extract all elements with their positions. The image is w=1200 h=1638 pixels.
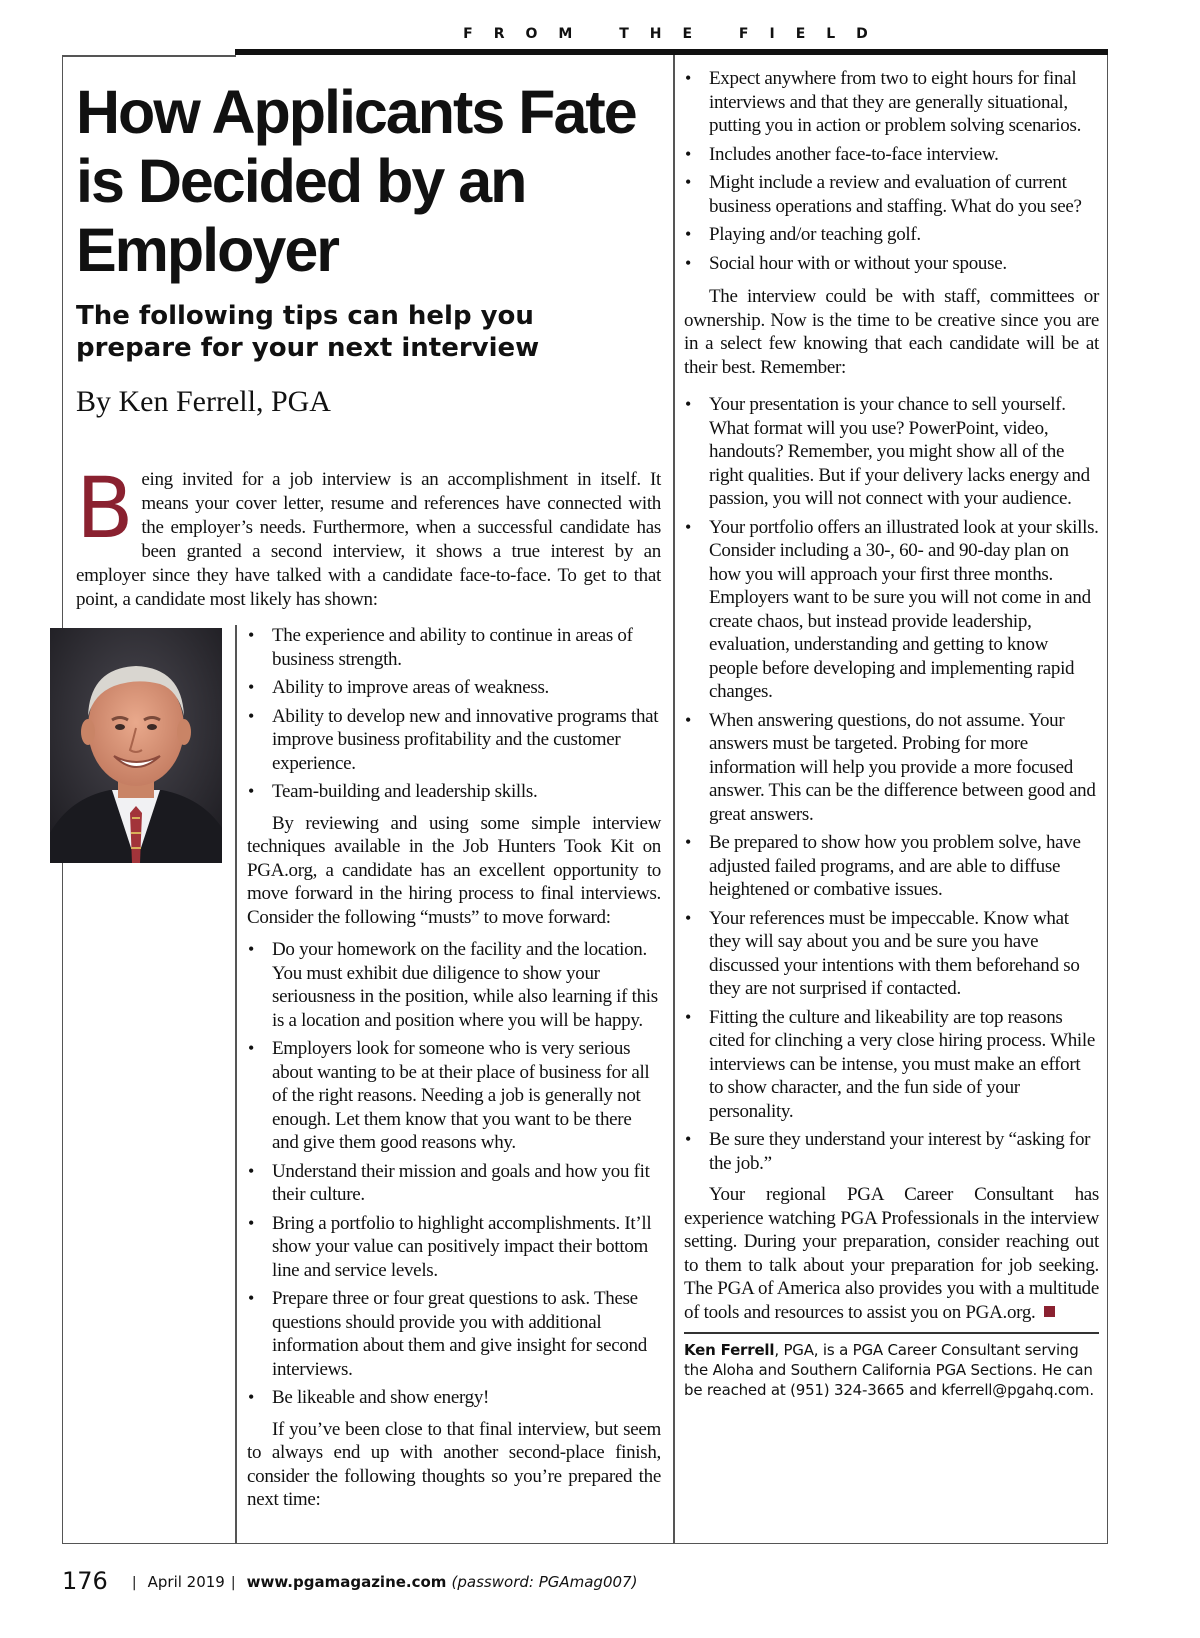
column-divider-left xyxy=(235,625,237,1544)
author-bio xyxy=(684,1340,1099,1400)
body-paragraph: The interview could be with staff, committees or ownership. Now is the time to be creative since you are in a select few knowing that each candidate will be at their best. Remember: xyxy=(684,286,1099,378)
list-item: • Prepare three or four great questions to ask. These questions should provide you with additional information about them and give insight for second interviews. xyxy=(247,1287,661,1381)
remember-list xyxy=(684,393,1099,1175)
page-number: 176 xyxy=(62,1567,108,1595)
list-item: • Playing and/or teaching golf. xyxy=(684,223,1099,247)
list-item: • Ability to develop new and innovative programs that improve business profitability and the customer experience. xyxy=(247,705,661,776)
list-item: • Social hour with or without your spouse. xyxy=(684,252,1099,276)
bio-name: Ken Ferrell xyxy=(684,1340,775,1359)
list-item: • The experience and ability to continue in areas of business strength. xyxy=(247,624,661,671)
middle-column xyxy=(247,624,661,1521)
list-item: • Your presentation is your chance to sell yourself. What format will you use? PowerPoint, video, handouts? Remember, you might show all of the right qualities. But if your delivery lacks energy and passion, you will not connect with your audience. xyxy=(684,393,1099,511)
list-item: • Expect anywhere from two to eight hours for final interviews and that they are generally situational, putting you in action or problem solving scenarios. xyxy=(684,67,1099,138)
list-item: • Be likeable and show energy! xyxy=(247,1386,661,1410)
body-paragraph: If you’ve been close to that final interview, but seem to always end up with another second-place finish, consider the following thoughts so you’re prepared the next time: xyxy=(247,1418,661,1510)
end-mark-icon xyxy=(1044,1306,1055,1317)
author-portrait-image xyxy=(50,628,222,863)
drop-cap: B xyxy=(76,459,134,557)
musts-list xyxy=(247,938,661,1410)
list-item: • Employers look for someone who is very serious about wanting to be at their place of business for all of the right reasons. Needing a job is generally not enough. Let them know that you want to be there and give them good reasons why. xyxy=(247,1037,661,1155)
article-subtitle: The following tips can help you prepare for your next interview xyxy=(76,301,540,363)
issue-date: April 2019 xyxy=(147,1573,225,1591)
article-title: How Applicants Fate is Decided by an Employer xyxy=(76,78,636,284)
website-link[interactable]: www.pgamagazine.com xyxy=(246,1573,447,1591)
intro-text: eing invited for a job interview is an accomplishment in itself. It means your cover letter, resume and references have connected with the employer’s needs. Furthermore, when a successful candidate has been granted a second interview, it shows a true interest by an employer since they have talked with a candidate face-to-face. To get to that point, a candidate most likely has shown: xyxy=(76,469,661,610)
bio-text: , PGA, is a PGA Career Consultant serving the Aloha and Southern California PGA Sections. He can be reached at (951) 324-3665 and kferrell@pgahq.com. xyxy=(684,1340,1094,1399)
list-item: • Fitting the culture and likeability are top reasons cited for clinching a very close hiring process. While interviews can be intense, you must make an effort to show character, and the fun side of your personality. xyxy=(684,1006,1099,1124)
list-item: • Be sure they understand your interest by “asking for the job.” xyxy=(684,1128,1099,1175)
list-item: • Ability to improve areas of weakness. xyxy=(247,676,661,700)
closing-text: Your regional PGA Career Consultant has experience watching PGA Professionals in the interview setting. During your preparation, consider reaching out to them to talk about your preparation for job seeking. The PGA of America also provides you with a multitude of tools and resources to assist you on PGA.org. xyxy=(684,1184,1099,1323)
right-column xyxy=(684,67,1099,1400)
closing-paragraph xyxy=(684,1183,1099,1324)
list-item: • Be prepared to show how you problem solve, have adjusted failed programs, and are able to diffuse heightened or combative issues. xyxy=(684,831,1099,902)
list-item: • Do your homework on the facility and the location. You must exhibit due diligence to show your seriousness in the position, while also learning if this is a location and position where you will be happy. xyxy=(247,938,661,1032)
password-note: (password: PGAmag007) xyxy=(451,1573,638,1591)
author-photo xyxy=(50,628,222,863)
list-item: • Understand their mission and goals and how you fit their culture. xyxy=(247,1160,661,1207)
bio-divider xyxy=(684,1332,1099,1334)
section-label: FROM THE FIELD xyxy=(463,26,889,42)
footer-separator: | xyxy=(131,1575,137,1591)
body-paragraph: By reviewing and using some simple interview techniques available in the Job Hunters Took Kit on PGA.org, a candidate has an excellent opportunity to move forward in the hiring process to final interviews. Consider the following “musts” to move forward: xyxy=(247,812,661,928)
list-item: • Your references must be impeccable. Know what they will say about you and be sure you have discussed your intentions with them beforehand so they are not surprised if contacted. xyxy=(684,907,1099,1001)
list-item: • Includes another face-to-face interview. xyxy=(684,143,1099,167)
frame-top-rule xyxy=(62,55,236,57)
list-item: • Your portfolio offers an illustrated look at your skills. Consider including a 30-, 60- and 90-day plan on how you will approach your first three months. Employers want to be sure you will not come in and create chaos, but instead provide leadership, evaluation, understanding and getting to know people before developing and implementing rapid changes. xyxy=(684,516,1099,704)
list-item: • Team-building and leadership skills. xyxy=(247,780,661,804)
intro-paragraph xyxy=(76,459,661,612)
list-item: • Might include a review and evaluation of current business operations and staffing. What do you see? xyxy=(684,171,1099,218)
list-item: • When answering questions, do not assume. Your answers must be targeted. Probing for more information will help you provide a more focused answer. This can be the difference between good and great answers. xyxy=(684,709,1099,827)
footer-separator: | xyxy=(230,1575,236,1591)
list-item: • Bring a portfolio to highlight accomplishments. It’ll show your value can positively impact their bottom line and service levels. xyxy=(247,1212,661,1283)
strengths-list xyxy=(247,624,661,804)
page-footer xyxy=(62,1567,637,1595)
final-interview-list xyxy=(684,67,1099,275)
column-divider-right xyxy=(673,55,675,1544)
byline: By Ken Ferrell, PGA xyxy=(76,385,331,418)
